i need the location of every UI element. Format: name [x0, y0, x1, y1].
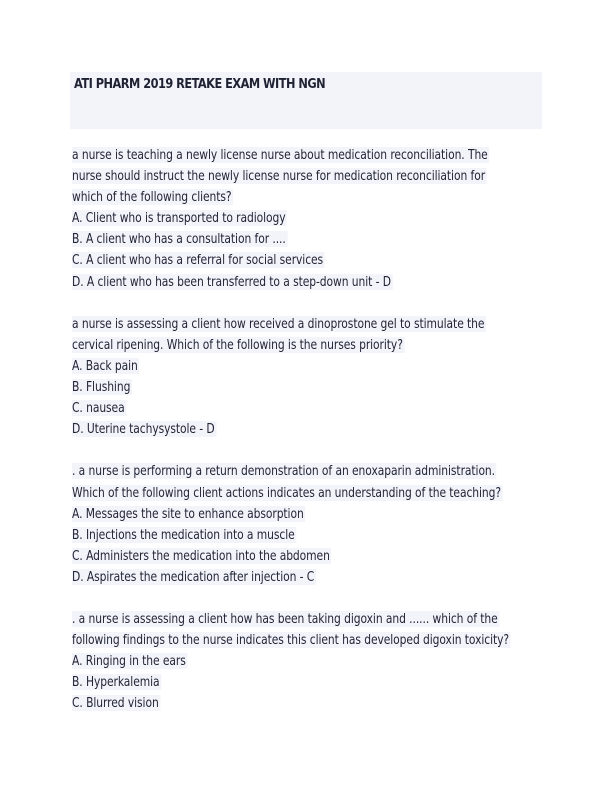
question-2-option-b: B. Flushing	[72, 379, 131, 396]
document-title: ATI PHARM 2019 RETAKE EXAM WITH NGN	[74, 77, 326, 92]
question-3-stem-line-1: . a nurse is performing a return demonstration of an enoxaparin administration.	[72, 463, 496, 480]
question-2-option-d: D. Uterine tachysystole - D	[72, 421, 215, 438]
question-2	[72, 314, 542, 441]
document-body	[72, 145, 542, 715]
question-1-option-c: C. A client who has a referral for social services	[72, 252, 324, 269]
question-4-option-b: B. Hyperkalemia	[72, 674, 160, 691]
question-2-stem-line-2: cervical ripening. Which of the following is the nurses priority?	[72, 336, 403, 353]
paragraph-gap	[72, 293, 542, 314]
question-4	[72, 609, 542, 714]
question-4-stem-line-1: . a nurse is assessing a client how has been taking digoxin and ...... which of the	[72, 611, 498, 628]
question-1-option-d: D. A client who has been transferred to a step-down unit - D	[72, 273, 391, 290]
question-2-stem-line-1: a nurse is assessing a client how received a dinoprostone gel to stimulate the	[72, 315, 485, 332]
question-1-stem-line-1: a nurse is teaching a newly license nurse about medication reconciliation. The	[72, 147, 488, 163]
question-4-stem-line-2: following findings to the nurse indicates this client has developed digoxin toxicity?	[72, 632, 510, 649]
question-3-option-a: A. Messages the site to enhance absorption	[72, 505, 304, 522]
question-4-option-a: A. Ringing in the ears	[72, 653, 186, 670]
question-1-stem-line-3: which of the following clients?	[72, 189, 232, 206]
question-2-option-c: C. nausea	[72, 400, 125, 417]
question-1	[72, 145, 542, 293]
paragraph-gap	[72, 440, 542, 461]
question-2-option-a: A. Back pain	[72, 357, 138, 374]
question-1-option-b: B. A client who has a consultation for ....	[72, 231, 286, 248]
question-3-option-b: B. Injections the medication into a muscle	[72, 526, 295, 543]
question-3	[72, 461, 542, 588]
question-3-option-c: C. Administers the medication into the abdomen	[72, 547, 330, 564]
question-3-option-d: D. Aspirates the medication after injection - C	[72, 568, 315, 585]
question-4-option-c: C. Blurred vision	[72, 695, 159, 712]
question-3-stem-line-2: Which of the following client actions indicates an understanding of the teaching?	[72, 484, 502, 501]
question-1-stem-line-2: nurse should instruct the newly license nurse for medication reconciliation for	[72, 168, 486, 185]
question-1-option-a: A. Client who is transported to radiology	[72, 210, 286, 227]
paragraph-gap	[72, 588, 542, 609]
